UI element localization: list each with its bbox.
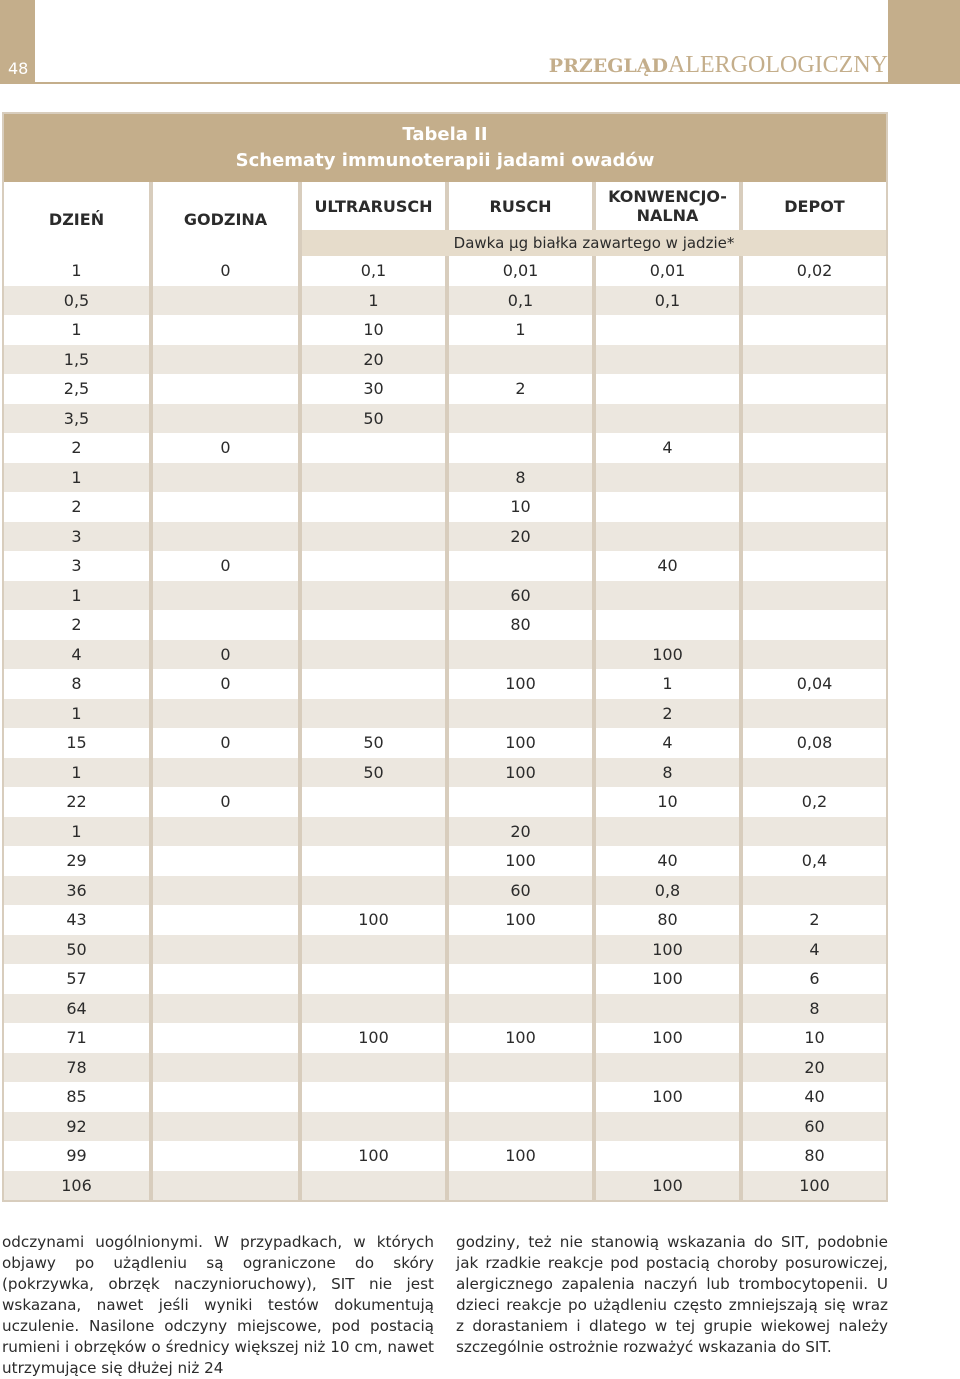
cell-rusch xyxy=(449,964,592,994)
cell-rusch xyxy=(449,1112,592,1142)
header-konwencjonalna xyxy=(596,182,739,230)
cell-depot xyxy=(743,876,886,906)
cell-rusch: 100 xyxy=(449,1023,592,1053)
cell-konwencjonalna: 40 xyxy=(596,551,739,581)
cell-konwencjonalna: 8 xyxy=(596,758,739,788)
cell-konwencjonalna: 100 xyxy=(596,1023,739,1053)
table-row xyxy=(4,256,886,286)
cell-konwencjonalna: 0,1 xyxy=(596,286,739,316)
cell-konwencjonalna xyxy=(596,374,739,404)
table-row xyxy=(4,905,886,935)
table-row xyxy=(4,581,886,611)
dosage-table xyxy=(2,112,888,1202)
cell-konwencjonalna: 100 xyxy=(596,1082,739,1112)
cell-dzien: 8 xyxy=(4,669,149,699)
cell-godzina xyxy=(153,817,298,847)
cell-depot xyxy=(743,610,886,640)
table-row xyxy=(4,876,886,906)
dose-note: Dawka µg białka zawartego w jadzie* xyxy=(302,230,886,256)
cell-rusch xyxy=(449,935,592,965)
cell-konwencjonalna xyxy=(596,345,739,375)
cell-godzina xyxy=(153,1053,298,1083)
cell-dzien: 3 xyxy=(4,551,149,581)
table-row xyxy=(4,1112,886,1142)
cell-godzina xyxy=(153,846,298,876)
page-number: 48 xyxy=(8,59,29,78)
cell-konwencjonalna xyxy=(596,817,739,847)
table-row xyxy=(4,787,886,817)
cell-konwencjonalna xyxy=(596,610,739,640)
cell-ultrarusch xyxy=(302,876,445,906)
cell-rusch: 20 xyxy=(449,522,592,552)
cell-godzina xyxy=(153,610,298,640)
cell-rusch: 100 xyxy=(449,905,592,935)
cell-konwencjonalna: 100 xyxy=(596,935,739,965)
cell-dzien: 2 xyxy=(4,492,149,522)
cell-godzina: 0 xyxy=(153,728,298,758)
header-dzien: DZIEŃ xyxy=(4,182,149,256)
cell-konwencjonalna: 4 xyxy=(596,433,739,463)
cell-dzien: 29 xyxy=(4,846,149,876)
page-header xyxy=(0,0,960,82)
cell-godzina: 0 xyxy=(153,551,298,581)
header-rule xyxy=(35,82,960,84)
table-row xyxy=(4,1171,886,1201)
cell-rusch: 8 xyxy=(449,463,592,493)
cell-depot: 0,2 xyxy=(743,787,886,817)
cell-dzien: 0,5 xyxy=(4,286,149,316)
cell-rusch xyxy=(449,345,592,375)
cell-konwencjonalna xyxy=(596,581,739,611)
cell-ultrarusch: 100 xyxy=(302,1141,445,1171)
cell-depot: 80 xyxy=(743,1141,886,1171)
cell-ultrarusch: 10 xyxy=(302,315,445,345)
table-row xyxy=(4,640,886,670)
cell-godzina xyxy=(153,345,298,375)
cell-rusch: 10 xyxy=(449,492,592,522)
cell-godzina xyxy=(153,522,298,552)
cell-depot xyxy=(743,640,886,670)
cell-dzien: 1,5 xyxy=(4,345,149,375)
cell-dzien: 92 xyxy=(4,1112,149,1142)
cell-ultrarusch xyxy=(302,1171,445,1201)
cell-depot: 0,4 xyxy=(743,846,886,876)
cell-dzien: 78 xyxy=(4,1053,149,1083)
cell-konwencjonalna xyxy=(596,994,739,1024)
cell-dzien: 36 xyxy=(4,876,149,906)
cell-dzien: 43 xyxy=(4,905,149,935)
cell-ultrarusch xyxy=(302,492,445,522)
cell-dzien: 22 xyxy=(4,787,149,817)
cell-godzina xyxy=(153,1141,298,1171)
cell-depot xyxy=(743,315,886,345)
cell-ultrarusch xyxy=(302,581,445,611)
cell-depot: 0,08 xyxy=(743,728,886,758)
table-row xyxy=(4,817,886,847)
cell-dzien: 99 xyxy=(4,1141,149,1171)
cell-ultrarusch: 100 xyxy=(302,1023,445,1053)
cell-depot xyxy=(743,345,886,375)
table-row xyxy=(4,669,886,699)
table-row xyxy=(4,551,886,581)
cell-rusch: 100 xyxy=(449,728,592,758)
cell-depot: 60 xyxy=(743,1112,886,1142)
cell-konwencjonalna xyxy=(596,1053,739,1083)
header-rusch: RUSCH xyxy=(449,182,592,230)
cell-dzien: 1 xyxy=(4,581,149,611)
cell-godzina xyxy=(153,1171,298,1201)
cell-dzien: 3,5 xyxy=(4,404,149,434)
cell-depot xyxy=(743,374,886,404)
cell-konwencjonalna xyxy=(596,404,739,434)
cell-ultrarusch xyxy=(302,1082,445,1112)
table-row xyxy=(4,935,886,965)
cell-dzien: 15 xyxy=(4,728,149,758)
cell-dzien: 1 xyxy=(4,699,149,729)
cell-konwencjonalna: 4 xyxy=(596,728,739,758)
cell-depot: 0,02 xyxy=(743,256,886,286)
table-row xyxy=(4,758,886,788)
table-row xyxy=(4,374,886,404)
cell-konwencjonalna: 40 xyxy=(596,846,739,876)
header-ultrarusch: ULTRARUSCH xyxy=(302,182,445,230)
body-text-left: odczynami uogólnionymi. W przypadkach, w których objawy po użądleniu są ograniczone do skóry (pokrzywka, obrzęk naczynioruchowy), SIT nie jest wskazana, nawet jeśli wyniki testów dokumentują uczulenie. Nasilone odczyny miejscowe, pod postacią rumieni i obrzęków o średnicy większej niż 10 cm, nawet utrzymujące się dłużej niż 24 xyxy=(2,1233,434,1377)
cell-rusch xyxy=(449,1171,592,1201)
table-caption-title: Tabela II xyxy=(402,124,488,145)
cell-godzina: 0 xyxy=(153,640,298,670)
cell-godzina xyxy=(153,964,298,994)
table-row xyxy=(4,994,886,1024)
cell-rusch xyxy=(449,1053,592,1083)
cell-rusch: 100 xyxy=(449,669,592,699)
cell-rusch: 1 xyxy=(449,315,592,345)
brand-part1: PRZEGLĄD xyxy=(548,55,669,77)
cell-ultrarusch xyxy=(302,994,445,1024)
table-row xyxy=(4,345,886,375)
cell-ultrarusch xyxy=(302,846,445,876)
cell-depot: 2 xyxy=(743,905,886,935)
cell-ultrarusch xyxy=(302,669,445,699)
table-row xyxy=(4,1082,886,1112)
cell-depot xyxy=(743,522,886,552)
cell-depot: 4 xyxy=(743,935,886,965)
cell-rusch xyxy=(449,404,592,434)
cell-godzina xyxy=(153,581,298,611)
cell-konwencjonalna: 80 xyxy=(596,905,739,935)
cell-dzien: 1 xyxy=(4,758,149,788)
cell-godzina xyxy=(153,463,298,493)
cell-ultrarusch xyxy=(302,433,445,463)
cell-konwencjonalna xyxy=(596,522,739,552)
cell-godzina xyxy=(153,1023,298,1053)
cell-dzien: 85 xyxy=(4,1082,149,1112)
cell-ultrarusch: 50 xyxy=(302,404,445,434)
cell-rusch xyxy=(449,433,592,463)
cell-depot xyxy=(743,404,886,434)
cell-dzien: 64 xyxy=(4,994,149,1024)
cell-ultrarusch: 100 xyxy=(302,905,445,935)
cell-ultrarusch xyxy=(302,699,445,729)
cell-godzina: 0 xyxy=(153,787,298,817)
cell-ultrarusch xyxy=(302,935,445,965)
cell-ultrarusch: 1 xyxy=(302,286,445,316)
cell-konwencjonalna: 10 xyxy=(596,787,739,817)
cell-dzien: 4 xyxy=(4,640,149,670)
cell-godzina xyxy=(153,905,298,935)
cell-dzien: 1 xyxy=(4,817,149,847)
cell-godzina xyxy=(153,994,298,1024)
table-row xyxy=(4,728,886,758)
cell-godzina xyxy=(153,315,298,345)
cell-godzina xyxy=(153,876,298,906)
cell-depot xyxy=(743,286,886,316)
cell-dzien: 3 xyxy=(4,522,149,552)
cell-godzina xyxy=(153,1112,298,1142)
cell-konwencjonalna xyxy=(596,463,739,493)
cell-ultrarusch: 50 xyxy=(302,728,445,758)
table-row xyxy=(4,286,886,316)
cell-godzina xyxy=(153,492,298,522)
cell-depot: 20 xyxy=(743,1053,886,1083)
cell-rusch: 80 xyxy=(449,610,592,640)
cell-ultrarusch: 20 xyxy=(302,345,445,375)
cell-depot xyxy=(743,463,886,493)
cell-depot: 100 xyxy=(743,1171,886,1201)
brand-part2: ALERGOLOGICZNY xyxy=(668,52,888,78)
table-caption xyxy=(4,114,886,182)
table-row xyxy=(4,522,886,552)
body-text-right: godziny, też nie stanowią wskazania do SIT, podobnie jak rzadkie reakcje pod postacią choroby posurowiczej, alergicznego zapalenia naczyń lub trombocytopenii. U dzieci reakcje po użądleniu często zmniejszają się wraz z dorastaniem i dlatego w tej grupie wiekowej należy szczególnie ostrożnie rozważyć wskazania do SIT. xyxy=(456,1233,888,1356)
table-body xyxy=(4,256,886,1200)
cell-godzina xyxy=(153,404,298,434)
cell-rusch: 100 xyxy=(449,846,592,876)
cell-konwencjonalna: 0,01 xyxy=(596,256,739,286)
cell-depot xyxy=(743,581,886,611)
cell-depot: 8 xyxy=(743,994,886,1024)
cell-godzina xyxy=(153,374,298,404)
header-konwencjonalna-line1: KONWENCJO- xyxy=(608,187,727,206)
cell-ultrarusch: 30 xyxy=(302,374,445,404)
cell-depot xyxy=(743,699,886,729)
cell-rusch xyxy=(449,994,592,1024)
cell-konwencjonalna xyxy=(596,315,739,345)
header-depot: DEPOT xyxy=(743,182,886,230)
cell-ultrarusch xyxy=(302,610,445,640)
cell-godzina xyxy=(153,699,298,729)
cell-rusch: 0,01 xyxy=(449,256,592,286)
cell-depot xyxy=(743,433,886,463)
cell-depot xyxy=(743,551,886,581)
cell-dzien: 106 xyxy=(4,1171,149,1201)
table-row xyxy=(4,1023,886,1053)
table-row xyxy=(4,315,886,345)
cell-konwencjonalna: 100 xyxy=(596,1171,739,1201)
cell-rusch: 60 xyxy=(449,581,592,611)
cell-ultrarusch xyxy=(302,1053,445,1083)
cell-ultrarusch xyxy=(302,817,445,847)
cell-dzien: 2,5 xyxy=(4,374,149,404)
cell-ultrarusch xyxy=(302,551,445,581)
cell-rusch: 20 xyxy=(449,817,592,847)
cell-konwencjonalna: 100 xyxy=(596,640,739,670)
cell-rusch xyxy=(449,699,592,729)
cell-ultrarusch: 50 xyxy=(302,758,445,788)
table-row xyxy=(4,1141,886,1171)
table-row xyxy=(4,964,886,994)
cell-ultrarusch xyxy=(302,522,445,552)
cell-godzina xyxy=(153,286,298,316)
cell-ultrarusch: 0,1 xyxy=(302,256,445,286)
cell-rusch xyxy=(449,640,592,670)
cell-godzina: 0 xyxy=(153,433,298,463)
cell-rusch xyxy=(449,1082,592,1112)
page-number-tab xyxy=(0,0,35,84)
cell-godzina: 0 xyxy=(153,256,298,286)
table-row xyxy=(4,433,886,463)
cell-godzina xyxy=(153,935,298,965)
cell-rusch: 2 xyxy=(449,374,592,404)
table-row xyxy=(4,404,886,434)
cell-konwencjonalna xyxy=(596,1112,739,1142)
table-row xyxy=(4,699,886,729)
cell-rusch: 60 xyxy=(449,876,592,906)
cell-godzina: 0 xyxy=(153,669,298,699)
cell-godzina xyxy=(153,1082,298,1112)
cell-ultrarusch xyxy=(302,463,445,493)
table-row xyxy=(4,1053,886,1083)
cell-dzien: 57 xyxy=(4,964,149,994)
table-row xyxy=(4,610,886,640)
table-row xyxy=(4,846,886,876)
cell-depot xyxy=(743,758,886,788)
cell-rusch: 100 xyxy=(449,1141,592,1171)
cell-depot: 6 xyxy=(743,964,886,994)
cell-ultrarusch xyxy=(302,640,445,670)
schedule-table xyxy=(0,182,890,1200)
cell-konwencjonalna: 100 xyxy=(596,964,739,994)
cell-rusch: 0,1 xyxy=(449,286,592,316)
cell-ultrarusch xyxy=(302,787,445,817)
cell-ultrarusch xyxy=(302,1112,445,1142)
cell-konwencjonalna: 1 xyxy=(596,669,739,699)
cell-konwencjonalna: 2 xyxy=(596,699,739,729)
cell-godzina xyxy=(153,758,298,788)
cell-depot xyxy=(743,492,886,522)
cell-konwencjonalna xyxy=(596,492,739,522)
cell-dzien: 2 xyxy=(4,610,149,640)
cell-konwencjonalna xyxy=(596,1141,739,1171)
cell-dzien: 71 xyxy=(4,1023,149,1053)
cell-depot: 0,04 xyxy=(743,669,886,699)
cell-dzien: 50 xyxy=(4,935,149,965)
cell-ultrarusch xyxy=(302,964,445,994)
cell-dzien: 1 xyxy=(4,256,149,286)
table-caption-subtitle: Schematy immunoterapii jadami owadów xyxy=(235,150,655,171)
cell-rusch xyxy=(449,787,592,817)
header-konwencjonalna-line2: NALNA xyxy=(636,206,699,225)
brand-color-block xyxy=(888,0,960,84)
cell-depot xyxy=(743,817,886,847)
header-godzina: GODZINA xyxy=(153,182,298,256)
cell-konwencjonalna: 0,8 xyxy=(596,876,739,906)
cell-dzien: 1 xyxy=(4,463,149,493)
table-row xyxy=(4,492,886,522)
journal-brand xyxy=(549,52,888,79)
cell-dzien: 2 xyxy=(4,433,149,463)
cell-depot: 40 xyxy=(743,1082,886,1112)
table-row xyxy=(4,463,886,493)
cell-depot: 10 xyxy=(743,1023,886,1053)
cell-rusch xyxy=(449,551,592,581)
cell-rusch: 100 xyxy=(449,758,592,788)
cell-dzien: 1 xyxy=(4,315,149,345)
